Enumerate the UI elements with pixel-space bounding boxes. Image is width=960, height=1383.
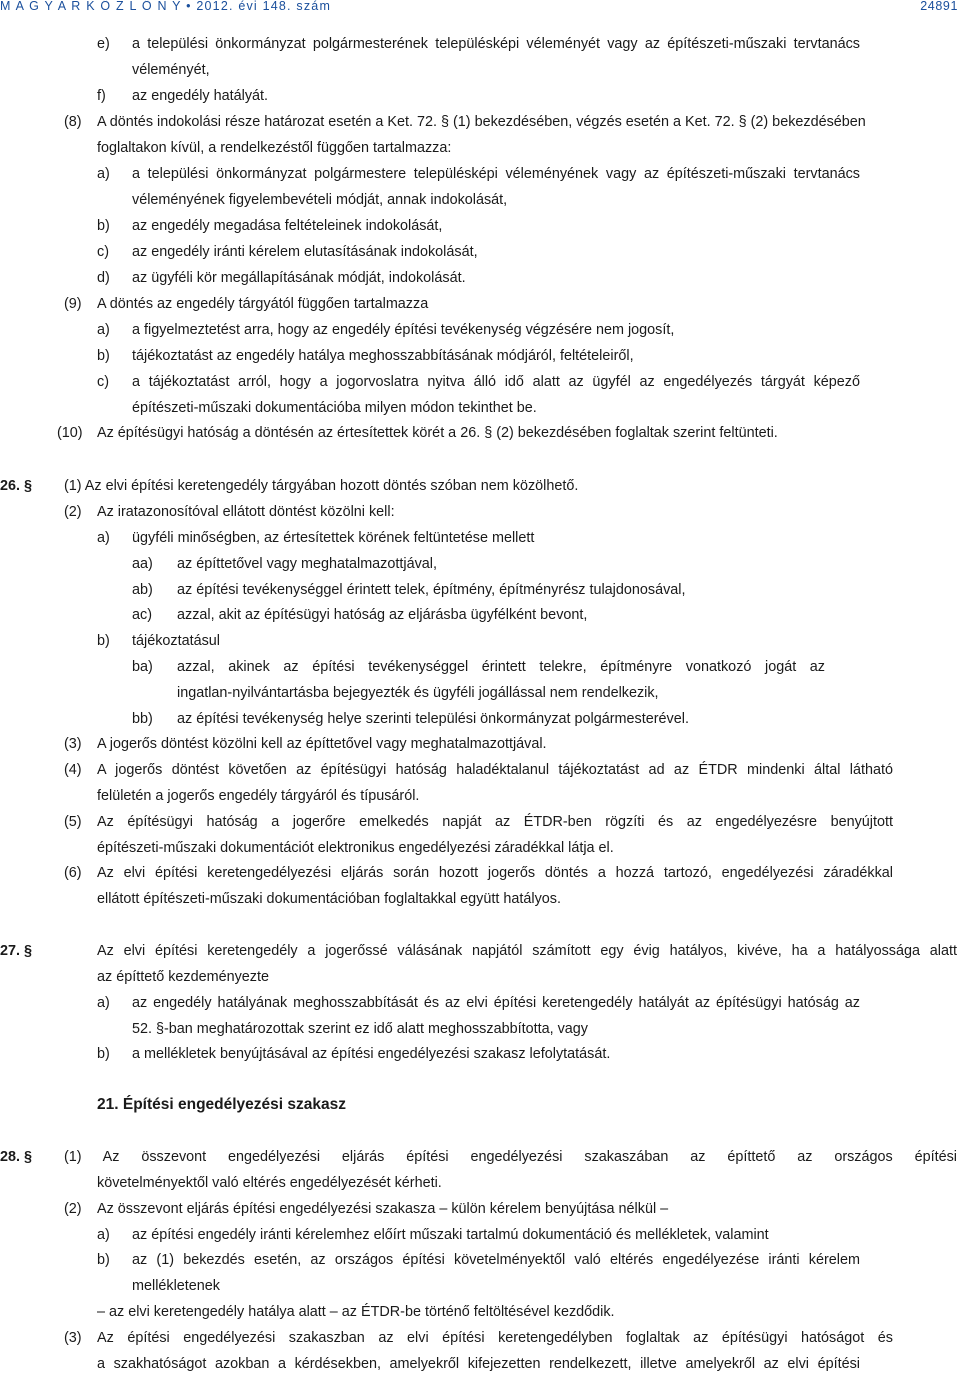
enumeration-marker: a) xyxy=(97,530,110,546)
section-heading: 21. Építési engedélyezési szakasz xyxy=(97,1096,346,1113)
enumeration-marker: b) xyxy=(97,218,110,234)
text-line: Az építésügyi hatóság a jogerőre emelkedés napját az ÉTDR-ben rögzíti és az engedélyezésre benyújtott xyxy=(97,814,893,830)
text-line: az építtetővel vagy meghatalmazottjával, xyxy=(177,556,437,572)
text-line: az engedély megadása feltételeinek indokolását, xyxy=(132,218,443,234)
text-line: ingatlan-nyilvántartásba bejegyezték és ügyféli jogállással nem rendelkezik, xyxy=(177,685,659,701)
text-line: az engedély hatályának meghosszabbítását és az elvi építési keretengedély hatályát az építésügyi hatóság az xyxy=(132,995,860,1011)
text-line: tájékoztatást az engedély hatálya meghosszabbításának módjáról, feltételeiről, xyxy=(132,348,634,364)
text-line: követelményektől való eltérés engedélyezését kérheti. xyxy=(97,1175,442,1191)
text-line: Az iratazonosítóval ellátott döntést közölni kell: xyxy=(97,504,395,520)
text-line: foglaltakon kívül, a rendelkezéstől függően tartalmazza: xyxy=(97,140,452,156)
text-line: az (1) bekezdés esetén, az országos építési követelményektől való eltérés engedélyezése iránti kérelem xyxy=(132,1252,860,1268)
text-line: véleményének figyelembevételi módját, annak indokolását, xyxy=(132,192,508,208)
text-line: A döntés indokolási része határozat esetén a Ket. 72. § (1) bekezdésében, végzés esetén a Ket. 72. § (2) bekezdésében xyxy=(97,114,866,130)
text-line: építészeti-műszaki dokumentációba milyen módon tekinthet be. xyxy=(132,400,537,416)
text-line: véleményét, xyxy=(132,62,210,78)
enumeration-marker: c) xyxy=(97,244,109,260)
text-line: az engedély iránti kérelem elutasításának indokolását, xyxy=(132,244,478,260)
page-header xyxy=(0,0,960,13)
enumeration-marker: (8) xyxy=(64,114,82,130)
enumeration-marker: ab) xyxy=(132,582,153,598)
enumeration-marker: (2) xyxy=(64,1201,82,1217)
text-line: Az építési engedélyezési szakaszban az elvi építési keretengedélyben foglaltak az építésügyi hatóságot és xyxy=(97,1330,893,1346)
text-line: tájékoztatásul xyxy=(132,633,220,649)
text-line: 52. §-ban meghatározottak szerint ez idő alatt meghosszabbította, vagy xyxy=(132,1021,588,1037)
text-line: Az elvi építési keretengedély a jogerőssé válásának napjától számított egy évig hatályos, kivéve, ha a hatályossága alatt xyxy=(97,943,957,959)
text-line: – az elvi keretengedély hatálya alatt – az ÉTDR-be történő feltöltésével kezdődik. xyxy=(97,1304,615,1320)
page-number: 24891 xyxy=(920,0,958,13)
text-line: az építési engedély iránti kérelemhez előírt műszaki tartalmú dokumentáció és mellékletek, valamint xyxy=(132,1227,769,1243)
text-line: a figyelmeztetést arra, hogy az engedély építési tevékenység végzésére nem jogosít, xyxy=(132,322,675,338)
enumeration-marker: a) xyxy=(97,322,110,338)
text-line: mellékletenek xyxy=(132,1278,220,1294)
text-line: a mellékletek benyújtásával az építési engedélyezési szakasz lefolytatását. xyxy=(132,1046,611,1062)
text-line: a települési önkormányzat polgármestere településképi véleményének vagy az építészeti-műszaki tervtanács xyxy=(132,166,860,182)
enumeration-marker: ba) xyxy=(132,659,153,675)
enumeration-marker: a) xyxy=(97,166,110,182)
text-line: az ügyféli kör megállapításának módját, indokolását. xyxy=(132,270,466,286)
text-line: a tájékoztatást arról, hogy a jogorvoslatra nyitva álló idő alatt az ügyfél az engedélyezés tárgyát képező xyxy=(132,374,860,390)
enumeration-marker: b) xyxy=(97,1252,110,1268)
text-line: a szakhatóságot azokban a kérdésekben, amelyekről kifejezetten rendelkezett, illetve amelyekről az elvi építési xyxy=(97,1356,860,1372)
text-line: az engedély hatályát. xyxy=(132,88,269,104)
text-line: ügyféli minőségben, az értesítettek körének feltüntetése mellett xyxy=(132,530,535,546)
enumeration-marker: 26. § xyxy=(0,478,33,494)
enumeration-marker: b) xyxy=(97,633,110,649)
enumeration-marker: f) xyxy=(97,88,106,104)
text-line: építészeti-műszaki dokumentációt elektronikus engedélyezési záradékkal látja el. xyxy=(97,840,614,856)
enumeration-marker: 27. § xyxy=(0,943,33,959)
enumeration-marker: (9) xyxy=(64,296,82,312)
text-line: Az építésügyi hatóság a döntésén az értesítettek körét a 26. § (2) bekezdésében foglaltak szerint feltünteti. xyxy=(97,425,778,441)
enumeration-marker: e) xyxy=(97,36,110,52)
text-line: azzal, akit az építésügyi hatóság az eljárásba ügyfélként bevont, xyxy=(177,607,588,623)
enumeration-marker: (6) xyxy=(64,865,82,881)
enumeration-marker: (5) xyxy=(64,814,82,830)
text-line: A jogerős döntést közölni kell az építtetővel vagy meghatalmazottjával. xyxy=(97,736,547,752)
enumeration-marker: d) xyxy=(97,270,110,286)
enumeration-marker: b) xyxy=(97,348,110,364)
enumeration-marker: a) xyxy=(97,995,110,1011)
enumeration-marker: c) xyxy=(97,374,109,390)
enumeration-marker: a) xyxy=(97,1227,110,1243)
publication-title: M A G Y A R K Ö Z L Ö N Y • 2012. évi 148. szám xyxy=(0,0,332,13)
text-line: a települési önkormányzat polgármesterének településképi véleményét vagy az építészeti-műszaki tervtanács xyxy=(132,36,860,52)
enumeration-marker: aa) xyxy=(132,556,153,572)
enumeration-marker: ac) xyxy=(132,607,152,623)
text-line: Az elvi építési keretengedélyezési eljárás során hozott jogerős döntés a hozzá tartozó, engedélyezési záradékkal xyxy=(97,865,893,881)
enumeration-marker: 28. § xyxy=(0,1149,33,1165)
enumeration-marker: (3) xyxy=(64,1330,82,1346)
text-line: ellátott építészeti-műszaki dokumentációban foglaltakkal együtt hatályos. xyxy=(97,891,561,907)
enumeration-marker: b) xyxy=(97,1046,110,1062)
text-line: felületén a jogerős engedély tárgyáról és típusáról. xyxy=(97,788,420,804)
enumeration-marker: bb) xyxy=(132,711,153,727)
text-line: Az összevont eljárás építési engedélyezési szakasza – külön kérelem benyújtása nélkül – xyxy=(97,1201,669,1217)
text-line: azzal, akinek az építési tevékenységgel érintett telekre, építményre vonatkozó jogát az xyxy=(177,659,825,675)
text-line: az építtető kezdeményezte xyxy=(97,969,269,985)
text-line: (1) Az összevont engedélyezési eljárás építési engedélyezési szakaszában az építtető az országos építési xyxy=(64,1149,957,1165)
text-line: az építési tevékenység helye szerinti települési önkormányzat polgármesterével. xyxy=(177,711,689,727)
enumeration-marker: (3) xyxy=(64,736,82,752)
text-line: A döntés az engedély tárgyától függően tartalmazza xyxy=(97,296,429,312)
text-line: A jogerős döntést követően az építésügyi hatóság haladéktalanul tájékoztatást ad az ÉTDR mindenki által látható xyxy=(97,762,893,778)
text-line: (1) Az elvi építési keretengedély tárgyában hozott döntés szóban nem közölhető. xyxy=(64,478,579,494)
enumeration-marker: (10) xyxy=(57,425,83,441)
enumeration-marker: (4) xyxy=(64,762,82,778)
text-line: az építési tevékenységgel érintett telek, építmény, építményrész tulajdonosával, xyxy=(177,582,686,598)
enumeration-marker: (2) xyxy=(64,504,82,520)
